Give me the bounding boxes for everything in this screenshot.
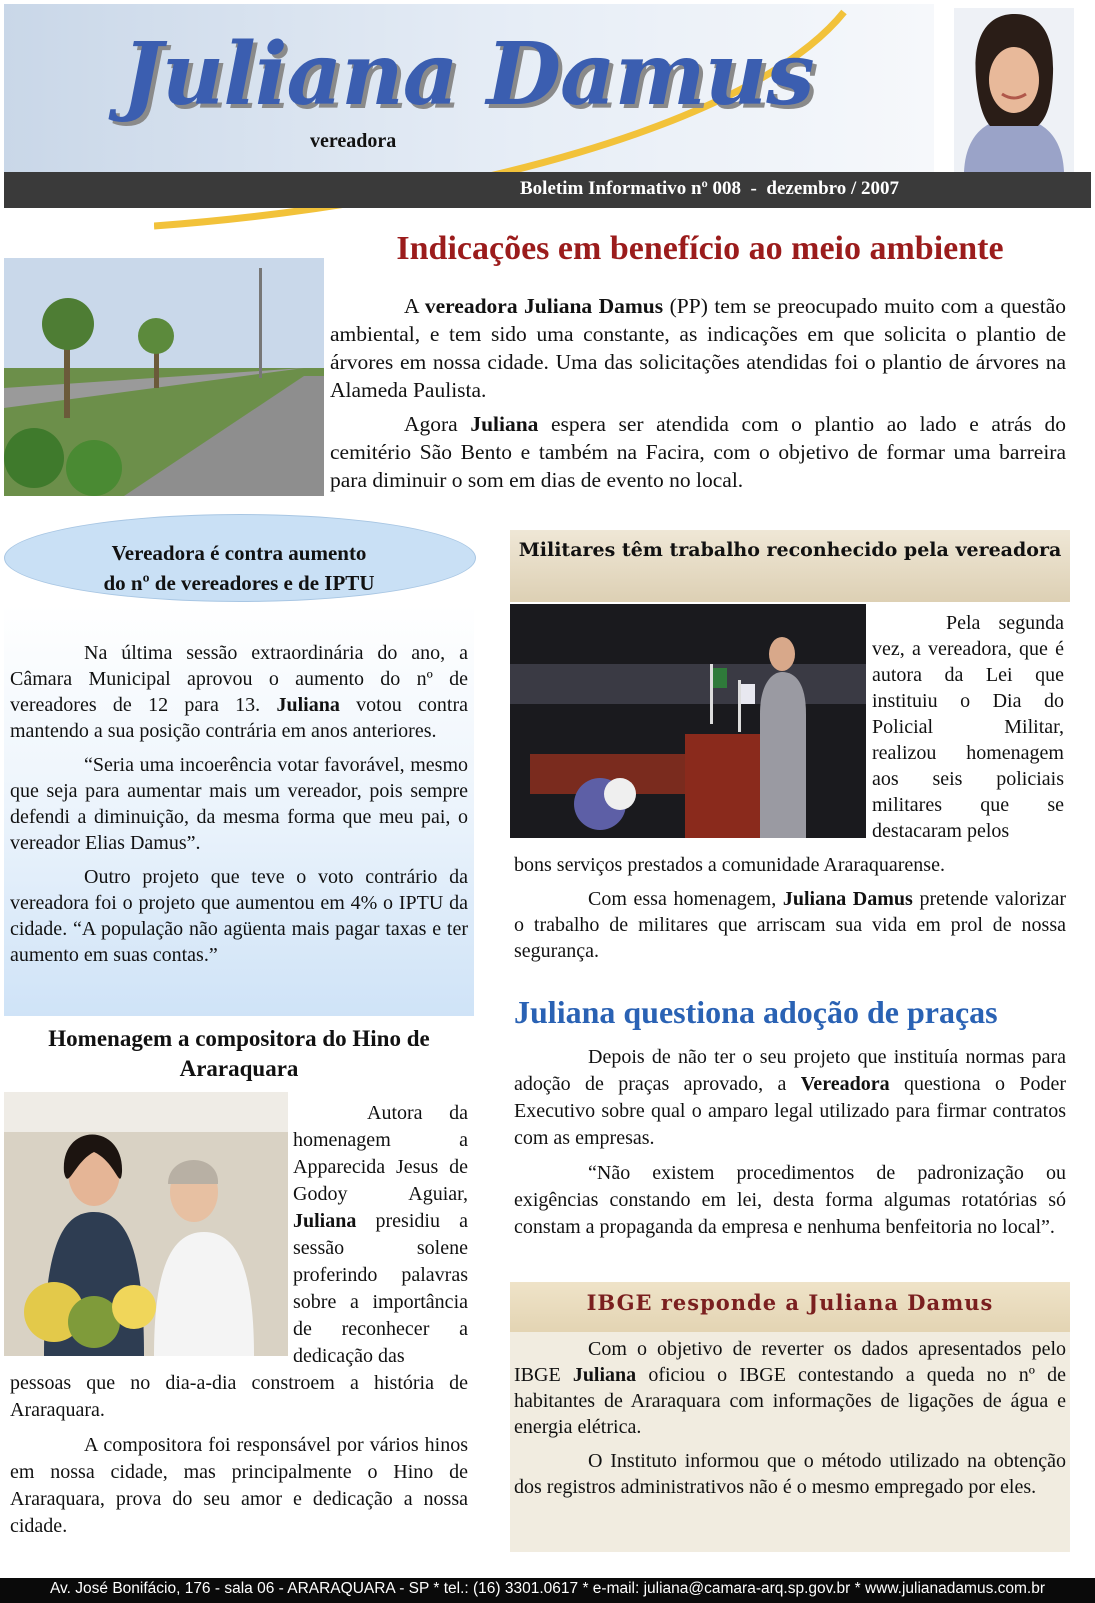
- paragraph: Na última sessão extraordinária do ano, a Câmara Municipal aprovou o aumento do nº de vereadores de 12 para 13. Juliana votou contra mantendo a sua posição contrária em anos anteriores.: [10, 642, 469, 742]
- paragraph: Com essa homenagem, Juliana Damus pretende valorizar o trabalho de militares que arriscam sua vida em prol de nossa segurança.: [514, 888, 1066, 962]
- paragraph: Com o objetivo de reverter os dados apresentados pelo IBGE Juliana oficiou o IBGE contestando a queda no nº de habitantes de Araraquara com informações de ligações de água e energia elétrica.: [514, 1338, 1066, 1438]
- article-militares: [514, 852, 1066, 964]
- paragraph: Pela segunda vez, a vereadora, que é autora da Lei que instituiu o Dia do Policial Militar, realizou homenagem aos seis policiais militares que se destacaram pelos: [872, 612, 1064, 842]
- article-contra-aumento: [10, 640, 468, 968]
- article-hino: [10, 1370, 468, 1540]
- paragraph: A compositora foi responsável por vários hinos em nossa cidade, mas principalmente o Hino de Araraquara, prova do seu amor e dedicação a nossa cidade.: [10, 1434, 468, 1537]
- headline-hino: Homenagem a compositora do Hino de Araraquara: [48, 1026, 430, 1081]
- paragraph: Agora Juliana espera ser atendida com o plantio ao lado e atrás do cemitério São Bento e também na Facira, com o objetivo de formar uma barreira para diminuir o som em dias de evento no local.: [330, 412, 1066, 492]
- paragraph: O Instituto informou que o método utilizado na obtenção dos registros administrativos não é o mesmo empregado por eles.: [514, 1450, 1066, 1498]
- paragraph: bons serviços prestados a comunidade Araraquarense.: [514, 854, 945, 876]
- ceremony-photo: [510, 604, 866, 838]
- article-meio-ambiente: [330, 292, 1066, 494]
- headline-ibge: IBGE responde a Juliana Damus: [586, 1290, 994, 1315]
- paragraph: Depois de não ter o seu projeto que instituía normas para adoção de praças aprovado, a Vereadora questiona o Poder Executivo sobre qual o amparo legal utilizado para firmar contratos com as empresas.: [514, 1046, 1066, 1149]
- paragraph: “Não existem procedimentos de padronização ou exigências constando em lei, desta forma algumas rotatórias só constam a propaganda da empresa e nenhuma benfeitoria no local”.: [514, 1162, 1066, 1238]
- headline-contra-aumento: Vereadora é contra aumento do nº de vereadores e de IPTU: [103, 541, 375, 595]
- article-militares-column: [872, 610, 1064, 844]
- paragraph: “Seria uma incoerência votar favorável, mesmo que seja para aumentar mais um vereador, pois sempre defendi a diminuição, da mesma forma que meu pai, o vereador Elias Damus”.: [10, 754, 468, 854]
- paragraph: pessoas que no dia-a-dia constroem a história de Araraquara.: [10, 1372, 468, 1421]
- paragraph: Outro projeto que teve o voto contrário da vereadora foi o projeto que aumentou em 4% o IPTU da cidade. “A população não agüenta mais pagar taxas e ter aumento em suas contas.”: [10, 866, 468, 966]
- paragraph: Autora da homenagem a Apparecida Jesus de Godoy Aguiar, Juliana presidiu a sessão solene proferindo palavras sobre a importância de reconhecer a dedicação das: [293, 1102, 468, 1367]
- headline-pracas: Juliana questiona adoção de praças: [514, 994, 998, 1030]
- headline-meio-ambiente: Indicações em benefício ao meio ambiente: [396, 230, 1004, 267]
- paragraph: A vereadora Juliana Damus (PP) tem se preocupado muito com a questão ambiental, e tem sido uma constante, as indicações em que solicita o plantio de árvores em nossa cidade. Uma das solicitações atendidas foi o plantio de árvores na Alameda Paulista.: [330, 294, 1067, 402]
- footer-contact: Av. José Bonifácio, 176 - sala 06 - ARARAQUARA - SP * tel.: (16) 3301.0617 * e-mail: juliana@camara-arq.sp.gov.br * www.julianadamus.com.br: [50, 1580, 1045, 1597]
- portrait-photo: [954, 8, 1074, 172]
- street-trees-photo: [4, 258, 324, 496]
- boletim-info: Boletim Informativo nº 008 - dezembro / 2007: [520, 178, 900, 199]
- masthead-title: Juliana Damus: [122, 24, 814, 125]
- masthead-subtitle: vereadora: [310, 130, 397, 152]
- article-pracas: [514, 1044, 1066, 1241]
- article-hino-column: [293, 1100, 468, 1370]
- homenagem-photo: [4, 1092, 288, 1356]
- article-ibge: [514, 1336, 1066, 1500]
- headline-militares: Militares têm trabalho reconhecido pela vereadora: [518, 539, 1062, 561]
